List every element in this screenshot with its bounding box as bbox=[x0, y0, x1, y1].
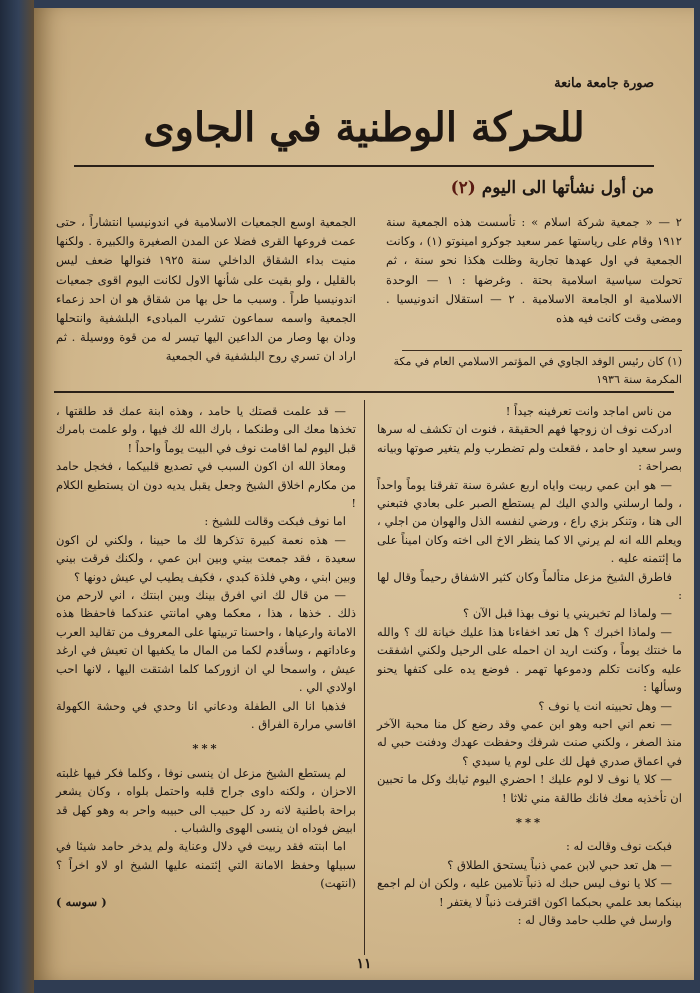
paragraph: — هذه نعمة كبيرة تذكرها لك ما حيينا ، ولكني لن اكون سعيدة ، فقد جمعت بيني وبين ابن عمي ، ولكنك فرقت بيني وبين ابني ، وهي فلذة كبدي ، فكيف يطيب لي عيش دونها ؟ bbox=[56, 532, 356, 584]
paragraph: — ولماذا لم تخبريني يا نوف بهذا قبل الآن ؟ bbox=[463, 606, 672, 621]
paragraph: — قد علمت قصتك يا حامد ، وهذه ابنة عمك قد طلقتها ، تخذها معك الى وطنكما ، بارك الله لك فيها ، ولو علمت بامرك قبل اليوم لما اقامت نوف في البيت يوماً واحداً ! bbox=[56, 404, 356, 455]
part-number: (٢) bbox=[450, 178, 476, 198]
paragraph: — وهل تحبينه انت يا نوف ؟ bbox=[538, 698, 672, 713]
paragraph: — كلا يا نوف لا لوم عليك ! احضري اليوم ثيابك وكل ما تحبين ان تأخذيه معك فانك طالقة مني ثلاثا ! bbox=[377, 772, 682, 805]
section-divider bbox=[54, 391, 674, 393]
column-divider bbox=[364, 400, 365, 955]
paragraph: — نعم اني احبه وهو ابن عمي وقد رضع كل منا محبة الآخر منذ الصغر ، ولكني صنت شرفك وحفظت عهدك ودفنت حبي له في اعماق صدري فهل لك على لوم يا سيدي ؟ bbox=[377, 716, 682, 768]
magazine-page bbox=[34, 8, 694, 980]
upper-left-column bbox=[56, 213, 356, 367]
paragraph: — هل تعد حبي لابن عمي ذنباً يستحق الطلاق ؟ bbox=[447, 857, 672, 872]
page-number: ١١ bbox=[356, 956, 372, 972]
paragraph: — ولماذا اخبرك ؟ هل تعد اخفاءنا هذا عليك خيانة لك ؟ والله ما خنتك يوماً ، وكنت اريد ان احمله على الرحيل ولكني اشفقت عليه وكانت تكلم ودموعها تهمر . فوضع يده على كتفها يحنو وسألها : bbox=[377, 624, 682, 695]
upper-right-text: ٢ — « جمعية شركة اسلام » : تأسست هذه الجمعية سنة ١٩١٢ وقام على رياستها عمر سعيد جوكرو امينوتو (١) ، وكانت الجمعية في اول عهدها تجارية وظلت هكذا نحو سنة ، ثم تحولت سياسية اسلامية بحتة . وغرضها : ١ — الوحدة الاسلامية او الجامعة الاسلامية . ٢ — استقلال اندونيسيا . ومضى وقت كانت فيه هذه bbox=[386, 215, 682, 326]
paragraph: اما ابنته فقد ربيت في دلال وعناية ولم يدخر حامد شيئا في سبيلها وحفظ الامانة التي إئتمنه عليها الشيخ او لاو اخراً ؟ (انتهت) bbox=[56, 839, 356, 891]
scene-break: *** bbox=[515, 814, 544, 829]
paragraph: اما نوف فبكت وقالت للشيخ : bbox=[204, 514, 346, 529]
story-right-column bbox=[377, 402, 682, 929]
paragraph: ومعاذ الله ان اكون السبب في تصديع قلبيكما ، فخجل حامد من مكارم اخلاق الشيخ وجعل يقبل يديه دون ان يستطيع الكلام ! bbox=[56, 459, 356, 511]
paragraph: فذهبا انا الى الطفلة ودعاني انا وحدي في وحشة الكهولة اقاسي مرارة الفراق . bbox=[56, 698, 356, 731]
paragraph: — هو ابن عمي ربيت واياه اربع عشرة سنة تفرقنا يوماً واحداً ، ولما ارسلني والدي اليك لم يستطع الصبر على بعادي فتبعني الى هنا ، وتنكر بزي راع ، ورضي لنفسه الذل والهوان من اجلي ، ويعلم الله انه لم يرني الا كما ينظر الاخ الى اخته وكان اميناً على ما إئتمنه عليه . bbox=[377, 477, 682, 566]
footnote: (١) كان رئيس الوفد الجاوي في المؤتمر الاسلامي العام في مكة المكرمة سنة ١٩٣٦ bbox=[393, 355, 682, 386]
paragraph: — من قال لك اني افرق بينك وبين ابنتك ، اني لارحم من ذلك . خذها ، هذا ، معكما وهي امانتي عندكما فاحفظا هذه الامانة وارعياها ، واحسنا تربيتها على المعروف من تقاليد العرب وعاداتهم ، وسأقدم لكما من المال ما يكفيها ان تعيش في ارغد عيش ، واسمحا لي ان ازوركما كلما اشتقت اليها ، لانها احب اولادي الي . bbox=[56, 588, 356, 695]
paragraph: لم يستطع الشيخ مزعل ان ينسى نوفا ، وكلما فكر فيها غلبته الاحزان ، ولكنه داوى جراح قلبه واحتمل بلواه ، وكان يشعر براحة باطنية لانه رد كل حبيب الى حبيبه واحر به وهو كهل قد ابيض فوداه ان ينسى الهوى والشباب . bbox=[56, 765, 356, 835]
footnote-divider bbox=[402, 350, 682, 351]
subtitle-text: من أول نشأتها الى اليوم bbox=[481, 178, 654, 198]
upper-left-text: الجمعية اوسع الجمعيات الاسلامية في اندونيسيا انتشاراً ، حتى عمت فروعها القرى فضلا عن المدن الصغيرة والكبيرة . ولكنها منيت بداء الشقاق الداخلي سنة ١٩٢٥ فنوالها ضعف ليس بالقليل ، ولو بقيت على شأنها الاول لكانت اليوم اقوى جمعيات اندونيسيا طراً . وسبب ما حل بها من شقاق هو ان احد زعماء الجمعية واسمه سماعون تشرب المبادىء البلشفية وانتحلها ودان بها وصار من الداعين اليها تيسر له من قوة ووسيلة . ثم اراد ان تسري روح البلشفية في الجمعية bbox=[56, 215, 356, 364]
paragraph: فبكت نوف وقالت له : bbox=[565, 839, 672, 854]
paragraph: وارسل في طلب حامد وقال له : bbox=[517, 912, 672, 927]
title-underline bbox=[74, 165, 654, 167]
page-title: للحركة الوطنية في الجاوى bbox=[143, 104, 585, 151]
story-left-column bbox=[56, 402, 356, 911]
section-label: صورة جامعة مانعة bbox=[554, 76, 654, 91]
paragraph: من ناس اماجد وانت تعرفينه جيداً ! bbox=[505, 404, 672, 418]
article-subtitle bbox=[59, 178, 654, 198]
upper-right-column bbox=[386, 213, 682, 328]
book-binding bbox=[0, 0, 34, 993]
paragraph: فاطرق الشيخ مزعل متألماً وكان كثير الاشفاق رحيماً وقال لها : bbox=[377, 569, 682, 603]
paragraph: — كلا يا نوف ليس حبك له ذنباً تلامين عليه ، ولكن ان لم اجمع بينكما بعد علمي بحبكما اكون اقترفت ذنباً لا يغتفر ! bbox=[377, 876, 682, 909]
author-signature: ( سوسه ) bbox=[56, 894, 107, 909]
paragraph: ادركت نوف ان زوجها فهم الحقيقة ، فنوت ان تكشف له سرها وسر سعيد او حامد ، فقعلت ولم تضطرب ولم يتغير صوتها وبيانه بصراحة : bbox=[377, 422, 682, 474]
scene-break: *** bbox=[192, 741, 220, 756]
